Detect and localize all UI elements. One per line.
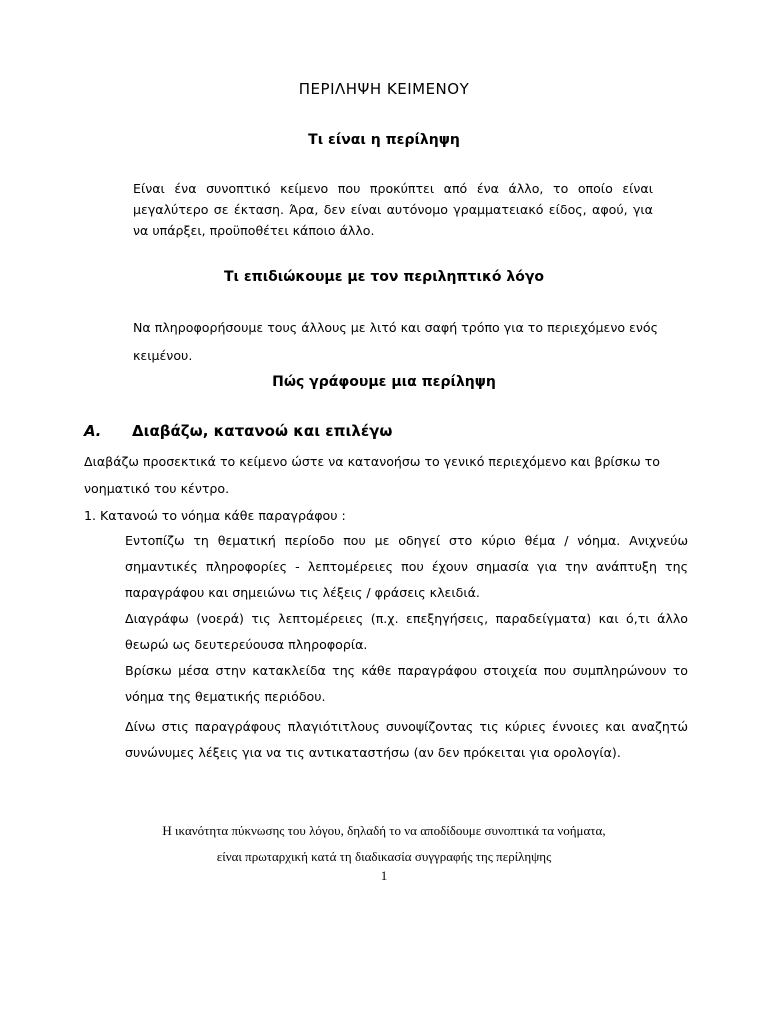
document-title: ΠΕΡΙΛΗΨΗ ΚΕΙΜΕΝΟΥ <box>298 80 470 98</box>
bullet-text: Εντοπίζω τη θεματική περίοδο που με οδηγεί στο κύριο θέμα / νόημα. Ανιχνεύω σημαντικές πληροφορίες - λεπτομέρειες που έχουν σημασία για την ανάπτυξη της παραγράφου και σημειώνω τις λέξεις / φράσεις κλειδιά. <box>125 533 688 600</box>
intro-line-2: νοηματικό του κέντρο. <box>84 481 230 496</box>
section-a-title: Διαβάζω, κατανοώ και επιλέγω <box>132 422 393 440</box>
bullet-text: Διαγράφω (νοερά) τις λεπτομέρειες (π.χ. επεξηγήσεις, παραδείγματα) και ό,τι άλλο θεωρώ ως δευτερεύουσα πληροφορία. <box>125 611 688 652</box>
closing-line-2: είναι πρωταρχική κατά τη διαδικασία συγγραφής της περίληψης <box>216 849 552 864</box>
section-a-heading <box>84 422 392 440</box>
bullet-item <box>108 658 688 710</box>
closing-line-1: Η ικανότητα πύκνωσης του λόγου, δηλαδή το να αποδίδουμε συνοπτικά τα νοήματα, <box>162 823 606 838</box>
heading-what-is-summary: Τι είναι η περίληψη <box>308 132 460 148</box>
bullet-item <box>108 714 688 766</box>
bullet-text: Δίνω στις παραγράφους πλαγιότιτλους συνοψίζοντας τις κύριες έννοιες και αναζητώ συνώνυμες λέξεις για να τις αντικαταστήσω (αν δεν πρόκειται για ορολογία). <box>125 719 688 760</box>
bullet-item <box>108 528 688 606</box>
bullet-text: Βρίσκω μέσα στην κατακλείδα της κάθε παραγράφου στοιχεία που συμπληρώνουν το νόημα της θεματικής περιόδου. <box>125 663 688 704</box>
section-a-letter: Α. <box>84 422 102 440</box>
heading-goal: Τι επιδιώκουμε με τον περιληπτικό λόγο <box>223 269 545 285</box>
page-number: 1 <box>380 868 388 883</box>
paragraph-goal: Να πληροφορήσουμε τους άλλους με λιτό και σαφή τρόπο για το περιεχόμενο ενός κειμένου. <box>133 320 658 363</box>
paragraph-definition: Είναι ένα συνοπτικό κείμενο που προκύπτει από ένα άλλο, το οποίο είναι μεγαλύτερο σε έκταση. Άρα, δεν είναι αυτόνομο γραμματειακό είδος, αφού, για να υπάρξει, προϋποθέτει κάποιο άλλο. <box>133 181 653 238</box>
bullet-item <box>108 606 688 658</box>
intro-line-1: Διαβάζω προσεκτικά το κείμενο ώστε να κατανοήσω το γενικό περιεχόμενο και βρίσκω το <box>84 454 660 469</box>
heading-how-to-write: Πώς γράφουμε μια περίληψη <box>272 374 496 390</box>
step-1: 1. Κατανοώ το νόημα κάθε παραγράφου : <box>84 508 346 523</box>
